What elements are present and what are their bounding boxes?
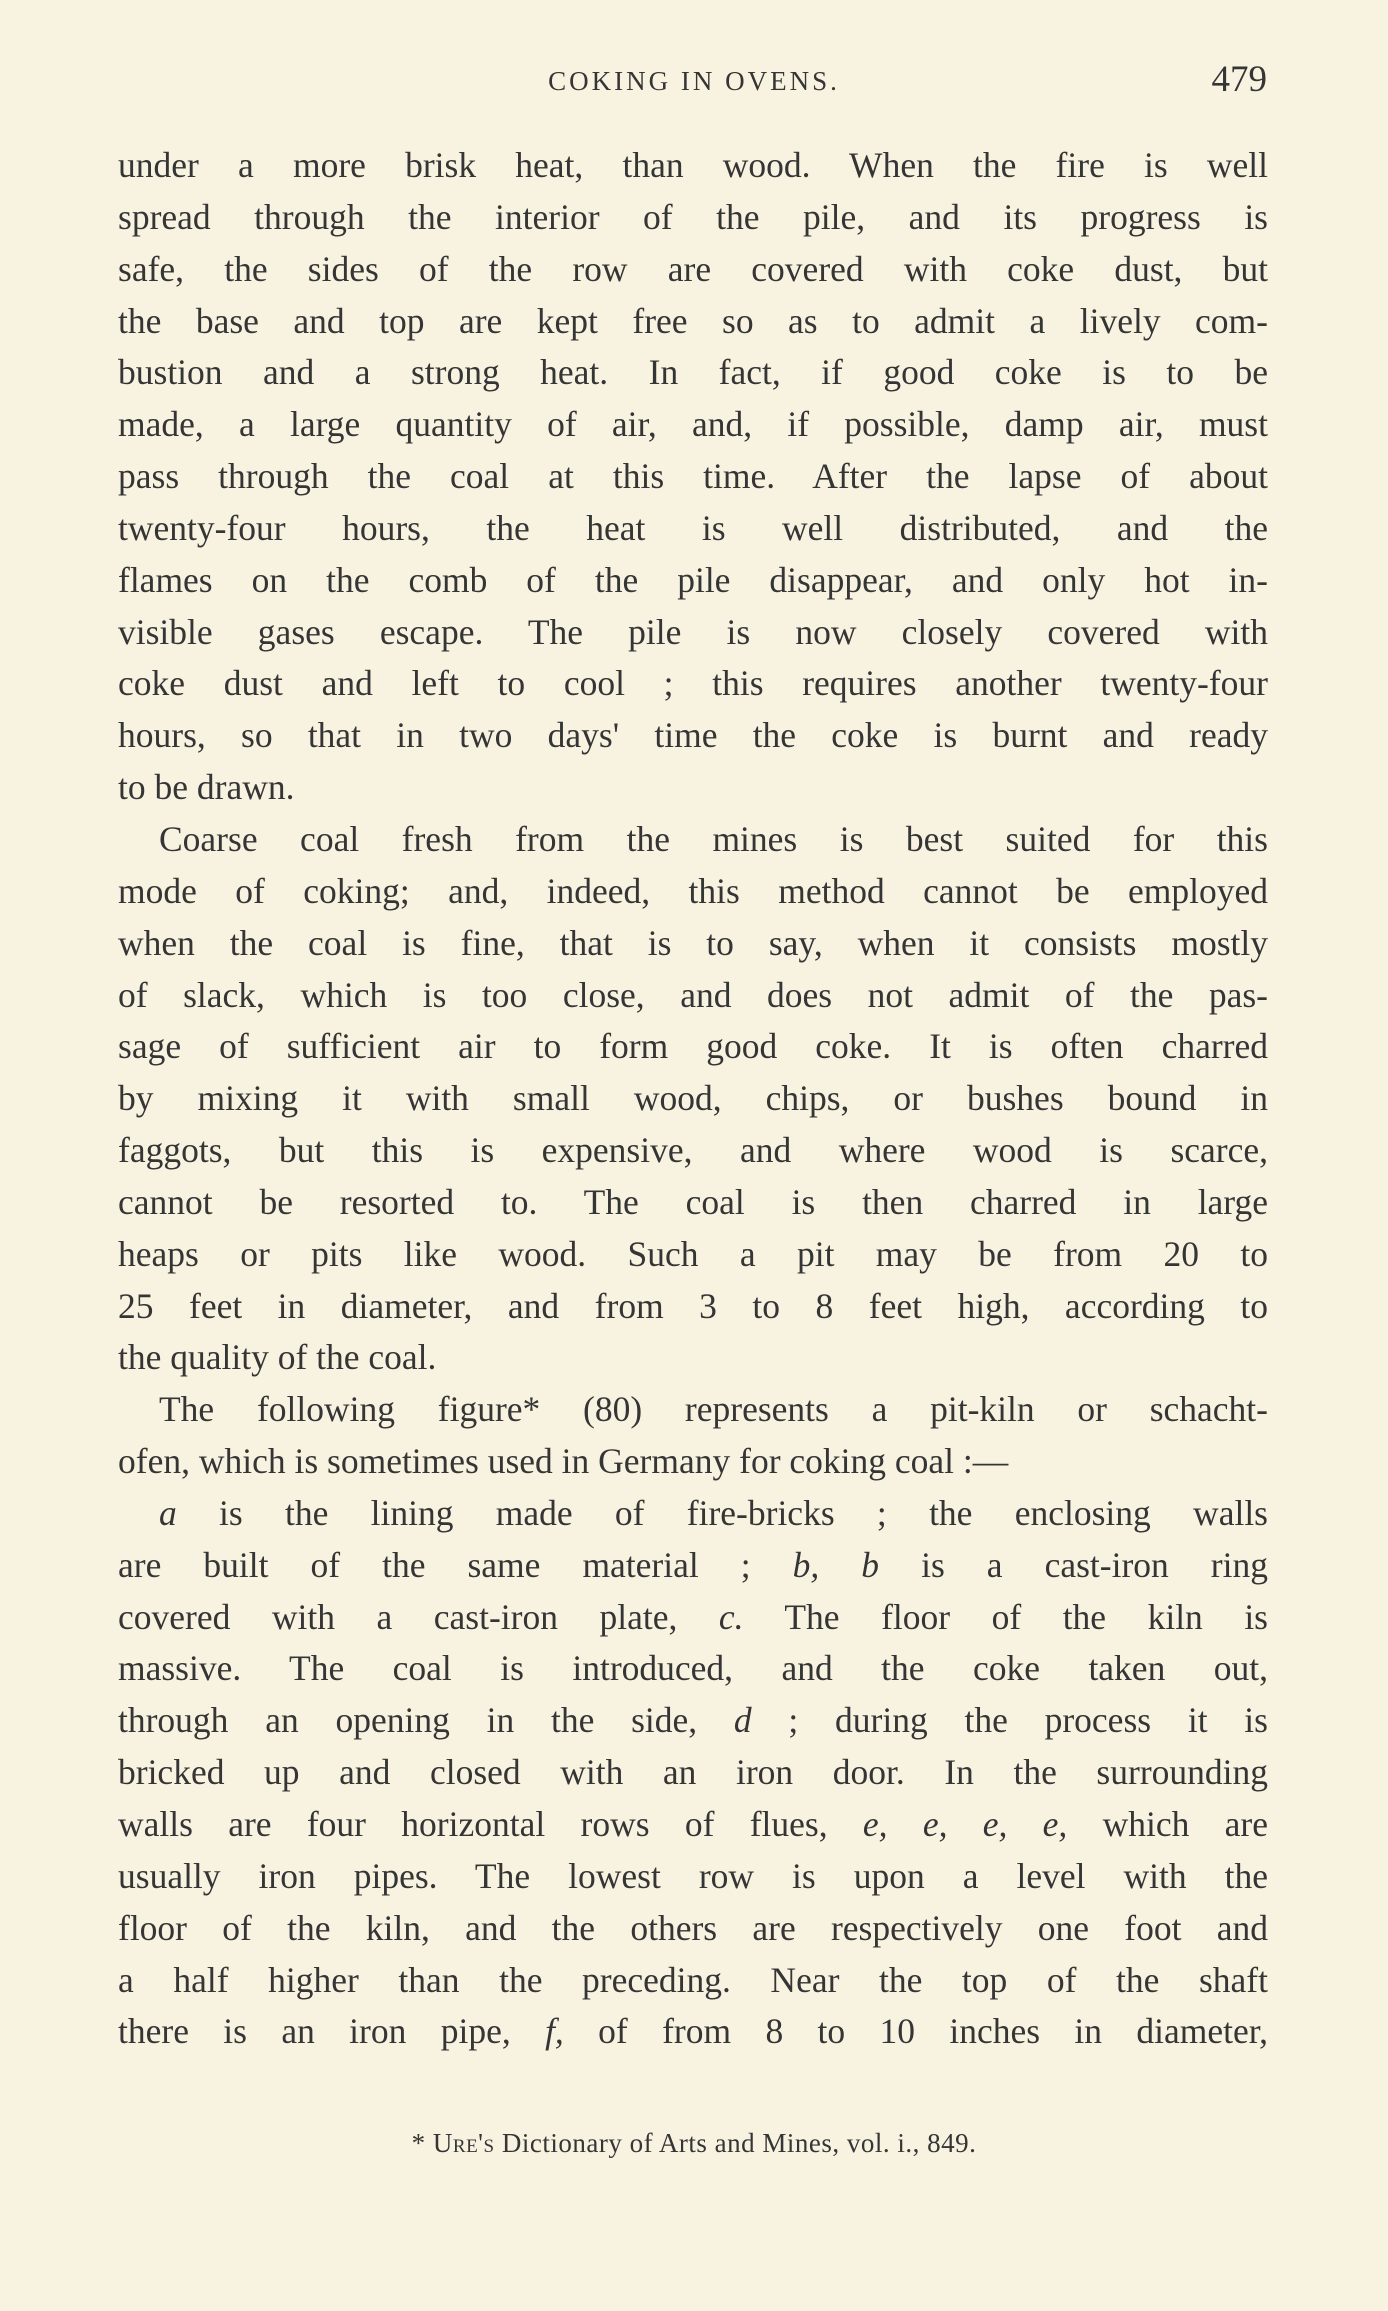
text-line	[118, 451, 1268, 503]
text-line	[118, 1229, 1268, 1281]
text-line	[118, 1073, 1268, 1125]
italic-label: b, b	[792, 1544, 880, 1585]
text-segment: which are	[1067, 1804, 1268, 1844]
text-segment: walls are four horizontal rows of flues,	[118, 1804, 863, 1844]
text-segment: when the coal is fine, that is to say, when it consists mostly	[118, 922, 1268, 963]
text-segment: hours, so that in two days' time the coke is burnt and ready	[118, 715, 1268, 756]
text-line	[118, 1125, 1268, 1177]
text-segment: Coarse coal fresh from the mines is best suited for this	[159, 818, 1268, 859]
text-line	[118, 1436, 1268, 1488]
text-segment: floor of the kiln, and the others are respectively one foot and	[118, 1907, 1268, 1948]
text-segment: 25 feet in diameter, and from 3 to 8 feet high, according to	[118, 1285, 1268, 1326]
body-text	[118, 140, 1268, 2058]
text-segment: cannot be resorted to. The coal is then charred in large	[118, 1181, 1268, 1222]
text-line	[118, 1021, 1268, 1073]
text-line	[118, 2006, 1268, 2058]
text-segment: a half higher than the preceding. Near the top of the shaft	[118, 1959, 1268, 2000]
text-line	[118, 1592, 1268, 1644]
text-segment: faggots, but this is expensive, and where wood is scarce,	[118, 1130, 1268, 1171]
text-line	[118, 1643, 1268, 1695]
text-line	[118, 1281, 1268, 1333]
text-line	[118, 710, 1268, 762]
text-line	[118, 1384, 1268, 1436]
footnote-text: Dictionary of Arts and Mines, vol. i., 849.	[501, 2128, 977, 2158]
text-segment: through an opening in the side,	[118, 1700, 734, 1741]
text-line	[118, 814, 1268, 866]
text-segment: visible gases escape. The pile is now closely covered with	[118, 611, 1268, 652]
italic-label: f,	[545, 2011, 564, 2052]
italic-label: e, e, e, e,	[862, 1804, 1068, 1844]
text-line	[118, 1488, 1268, 1540]
text-line	[118, 140, 1268, 192]
text-segment: coke dust and left to cool ; this requires another twenty-four	[118, 663, 1268, 704]
text-segment: The following figure* (80) represents a pit-kiln or schacht-	[159, 1389, 1268, 1430]
text-segment: The floor of the kiln is	[743, 1596, 1268, 1637]
text-segment: covered with a cast-iron plate,	[118, 1596, 719, 1637]
page-number: 479	[1211, 59, 1267, 100]
text-segment: are built of the same material ;	[118, 1544, 793, 1585]
text-segment: made, a large quantity of air, and, if possible, damp air, must	[118, 404, 1268, 445]
text-line	[118, 399, 1268, 451]
italic-label: a	[159, 1492, 177, 1533]
text-line	[118, 970, 1268, 1022]
text-line	[118, 1955, 1268, 2007]
text-line	[118, 762, 1268, 814]
text-line	[118, 1540, 1268, 1592]
text-segment: the quality of the coal.	[118, 1337, 437, 1378]
running-header: COKING IN OVENS.	[548, 66, 840, 96]
text-segment: bricked up and closed with an iron door. In the surrounding	[118, 1752, 1268, 1793]
text-segment: bustion and a strong heat. In fact, if good coke is to be	[118, 352, 1268, 393]
text-line	[118, 1177, 1268, 1229]
text-segment: ; during the process it is	[751, 1700, 1268, 1741]
text-segment: ofen, which is sometimes used in Germany for coking coal :—	[118, 1441, 1009, 1482]
text-segment: the base and top are kept free so as to admit a lively com-	[118, 300, 1268, 341]
footnote-author: Ure's	[432, 2128, 495, 2158]
text-line	[118, 1799, 1268, 1851]
text-line	[118, 244, 1268, 296]
text-line	[118, 866, 1268, 918]
footnote-marker: *	[411, 2128, 426, 2158]
text-line	[118, 607, 1268, 659]
text-segment: of from 8 to 10 inches in diameter,	[563, 2011, 1268, 2052]
text-segment: flames on the comb of the pile disappear, and only hot in-	[118, 559, 1268, 600]
text-line	[118, 918, 1268, 970]
text-segment: to be drawn.	[118, 767, 295, 808]
text-segment: sage of sufficient air to form good coke. It is often charred	[118, 1026, 1268, 1067]
text-line	[118, 1903, 1268, 1955]
text-segment: by mixing it with small wood, chips, or bushes bound in	[118, 1078, 1268, 1119]
text-segment: usually iron pipes. The lowest row is upon a level with the	[118, 1855, 1268, 1896]
text-segment: is the lining made of fire-bricks ; the enclosing walls	[176, 1492, 1268, 1533]
text-line	[118, 658, 1268, 710]
text-segment: safe, the sides of the row are covered with coke dust, but	[118, 248, 1268, 289]
text-line	[118, 347, 1268, 399]
text-line	[118, 555, 1268, 607]
text-segment: under a more brisk heat, than wood. When the fire is well	[118, 145, 1268, 185]
footnote	[0, 2128, 1388, 2159]
text-line	[118, 1747, 1268, 1799]
text-segment: of slack, which is too close, and does not admit of the pas-	[118, 974, 1268, 1015]
text-line	[118, 1695, 1268, 1747]
text-line	[118, 1851, 1268, 1903]
text-segment: spread through the interior of the pile, and its progress is	[118, 196, 1268, 237]
text-segment: massive. The coal is introduced, and the coke taken out,	[118, 1648, 1268, 1689]
italic-label: c.	[718, 1596, 744, 1637]
text-segment: twenty-four hours, the heat is well distributed, and the	[118, 507, 1268, 548]
text-line	[118, 503, 1268, 555]
italic-label: d	[733, 1700, 752, 1741]
text-segment: is a cast-iron ring	[879, 1544, 1268, 1585]
text-segment: pass through the coal at this time. After the lapse of about	[118, 456, 1268, 497]
text-line	[118, 192, 1268, 244]
text-line	[118, 296, 1268, 348]
text-segment: heaps or pits like wood. Such a pit may be from 20 to	[118, 1233, 1268, 1274]
text-segment: mode of coking; and, indeed, this method cannot be employed	[118, 870, 1268, 911]
text-segment: there is an iron pipe,	[118, 2011, 546, 2052]
text-line	[118, 1332, 1268, 1384]
